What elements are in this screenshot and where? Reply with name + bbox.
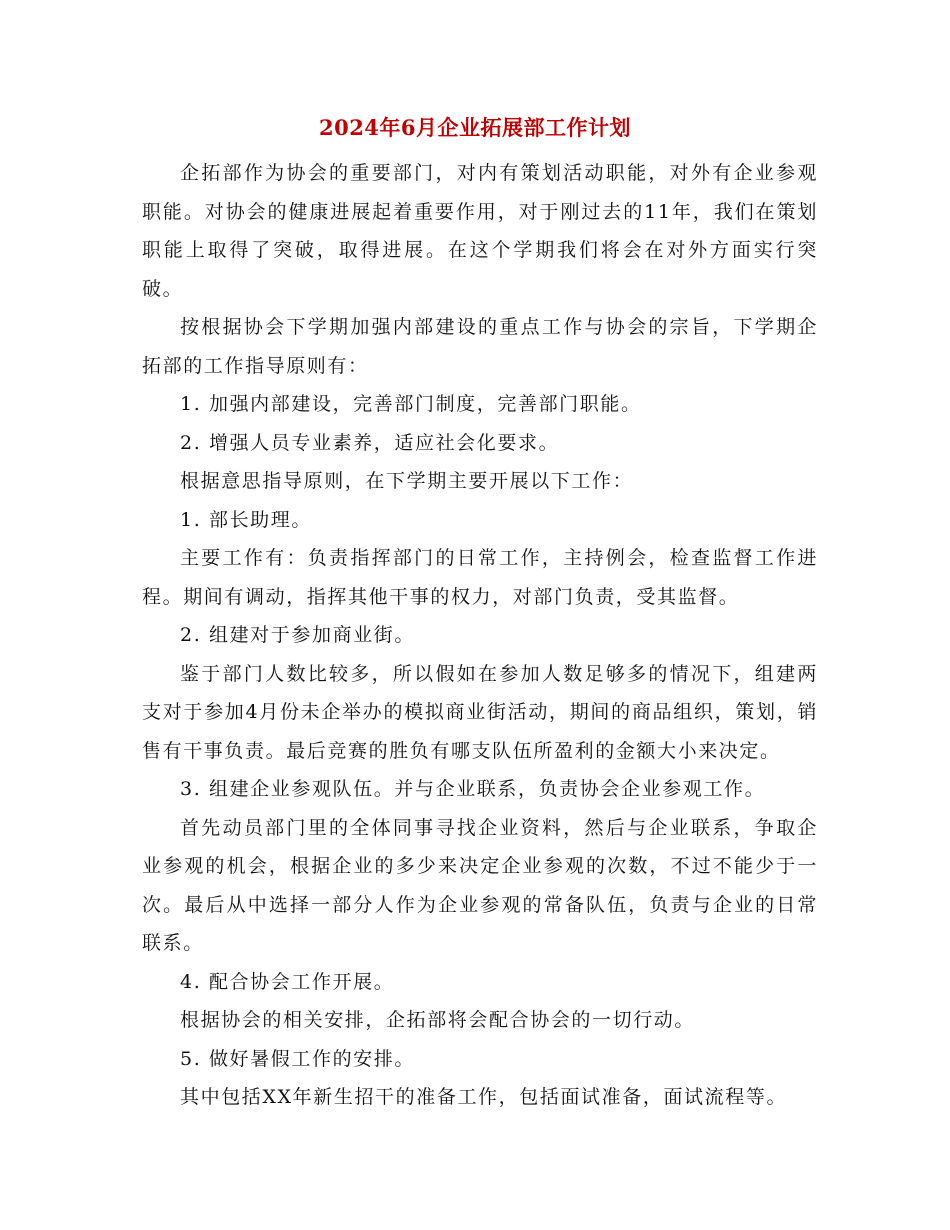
paragraph: 企拓部作为协会的重要部门，对内有策划活动职能，对外有企业参观职能。对协会的健康进展起着重要作用，对于刚过去的11年，我们在策划职能上取得了突破，取得进展。在这个学期我们将会在对外方面实行突破。 bbox=[142, 162, 818, 300]
paragraph: 鉴于部门人数比较多，所以假如在参加人数足够多的情况下，组建两支对于参加4月份未企举办的模拟商业街活动，期间的商品组织，策划，销售有干事负责。最后竞赛的胜负有哪支队伍所盈利的金额大小来决定。 bbox=[142, 662, 818, 762]
paragraph: 根据意思指导原则，在下学期主要开展以下工作： bbox=[180, 470, 634, 492]
section-heading: 3. 组建企业参观队伍。并与企业联系，负责协会企业参观工作。 bbox=[180, 778, 766, 800]
section-heading: 5. 做好暑假工作的安排。 bbox=[180, 1047, 415, 1070]
list-item: 2. 增强人员专业素养，适应社会化要求。 bbox=[180, 431, 560, 454]
document-title: 2024年6月企业拓展部工作计划 bbox=[318, 115, 632, 140]
section-heading: 4. 配合协会工作开展。 bbox=[180, 970, 395, 993]
section-heading: 2. 组建对于参加商业街。 bbox=[180, 624, 415, 646]
paragraph: 主要工作有：负责指挥部门的日常工作，主持例会，检查监督工作进程。期间有调动，指挥其他干事的权力，对部门负责，受其监督。 bbox=[142, 547, 818, 608]
document-body bbox=[142, 154, 818, 1117]
paragraph: 其中包括XX年新生招干的准备工作，包括面试准备，面试流程等。 bbox=[180, 1086, 788, 1108]
paragraph: 首先动员部门里的全体同事寻找企业资料，然后与企业联系，争取企业参观的机会，根据企业的多少来决定企业参观的次数，不过不能少于一次。最后从中选择一部分人作为企业参观的常备队伍，负责与企业的日常联系。 bbox=[142, 816, 818, 954]
section-heading: 1. 部长助理。 bbox=[180, 508, 312, 531]
list-item: 1. 加强内部建设，完善部门制度，完善部门职能。 bbox=[180, 393, 642, 415]
paragraph: 根据协会的相关安排，企拓部将会配合协会的一切行动。 bbox=[180, 1009, 696, 1031]
paragraph: 按根据协会下学期加强内部建设的重点工作与协会的宗旨，下学期企拓部的工作指导原则有： bbox=[142, 316, 818, 377]
